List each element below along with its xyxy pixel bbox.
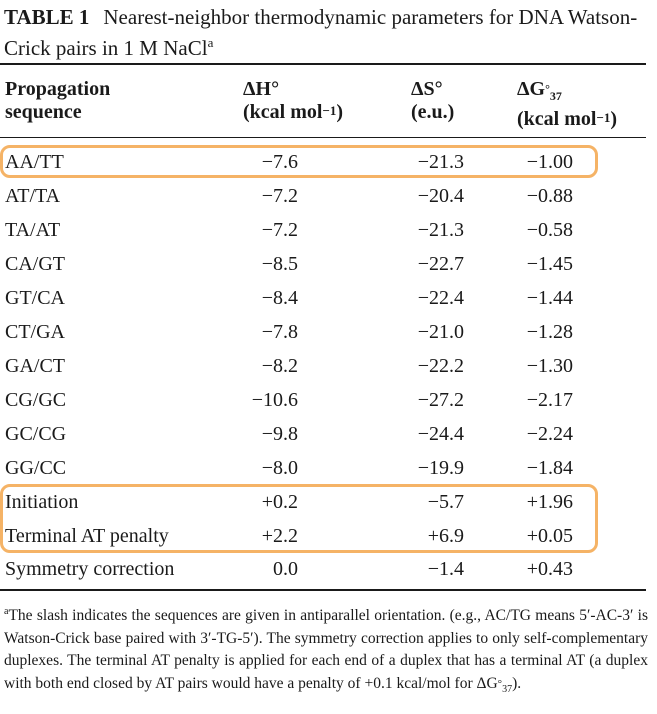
header-col1-line2: sequence — [5, 101, 82, 123]
cell-delta-g: −1.84 — [526, 457, 573, 479]
bottom-rule — [0, 589, 646, 591]
table-row — [0, 281, 646, 315]
cell-delta-s: −21.3 — [417, 219, 464, 241]
cell-delta-s: −5.7 — [427, 491, 464, 513]
cell-sequence: Terminal AT penalty — [5, 525, 169, 547]
table-row — [0, 315, 646, 349]
footnote-text: The slash indicates the sequences are given in antiparallel orientation. (e.g., AC/TG means 5′-AC-3′ is Watson-Crick base paired with 3′-TG-5′). The symmetry correction applies to only self-complementary duplexes. The terminal AT penalty is applied for each end of a duplex that has a terminal AT (a duplex with both end closed by AT pairs would have a penalty of +0.1 kcal/mol for ΔG — [4, 607, 648, 692]
cell-delta-h: −9.8 — [261, 423, 298, 445]
table-row — [0, 451, 646, 485]
cell-delta-s: −27.2 — [417, 389, 464, 411]
cell-delta-h: −7.2 — [261, 219, 298, 241]
cell-sequence: GG/CC — [5, 457, 67, 479]
table-footnote: $^a$The slash indicates the sequences are given in antiparallel orientation. (e.g., AC/TG means 5′-AC-3′ is Watson-Crick base paired with 3′-TG-5′). The symmetry correction applies to only self-complementary duplexes. The terminal AT penalty is applied for each end of a duplex that has a terminal AT (a duplex with both end closed by AT pairs would have a penalty of +0.1 kcal/mol for $\Delta G^\circ_{37}$). — [4, 606, 648, 695]
cell-delta-s: −21.3 — [417, 151, 464, 173]
cell-delta-s: −20.4 — [417, 185, 464, 207]
table-row — [0, 383, 646, 417]
caption-text: Nearest-neighbor thermodynamic parameters for DNA Watson-Crick pairs in 1 M NaCl — [4, 5, 638, 60]
cell-delta-g: −2.24 — [526, 423, 573, 445]
cell-delta-h: −8.4 — [261, 287, 298, 309]
footnote-sub: 37 — [502, 683, 513, 695]
header-col4-line2: (kcal mol$^{-1}$) — [517, 108, 618, 130]
cell-delta-s: −22.4 — [417, 287, 464, 309]
header-col3-line1: ΔS° — [411, 78, 443, 100]
cell-delta-g: −1.28 — [526, 321, 573, 343]
cell-sequence: GC/CG — [5, 423, 67, 445]
cell-delta-h: +2.2 — [261, 525, 298, 547]
header-delta-h — [243, 78, 343, 124]
cell-sequence: Symmetry correction — [5, 558, 175, 580]
cell-delta-h: −7.8 — [261, 321, 298, 343]
cell-delta-h: −8.0 — [261, 457, 298, 479]
cell-sequence: AA/TT — [5, 151, 64, 173]
header-col2-line1: ΔH° — [243, 78, 280, 100]
cell-delta-h: +0.2 — [261, 491, 298, 513]
cell-delta-h: −10.6 — [251, 389, 298, 411]
header-propagation-sequence — [5, 78, 110, 124]
cell-delta-g: −1.30 — [526, 355, 573, 377]
cell-sequence: AT/TA — [5, 185, 61, 207]
cell-sequence: GA/CT — [5, 355, 65, 377]
cell-delta-g: +0.43 — [526, 558, 573, 580]
cell-sequence: Initiation — [5, 491, 79, 513]
table-row — [0, 552, 646, 586]
cell-delta-s: −19.9 — [417, 457, 464, 479]
cell-delta-g: −0.58 — [526, 219, 573, 241]
cell-delta-g: −1.00 — [526, 151, 573, 173]
table-row — [0, 247, 646, 281]
cell-sequence: TA/AT — [5, 219, 61, 241]
top-rule — [0, 63, 646, 65]
table-caption — [4, 4, 644, 61]
cell-delta-s: −22.2 — [417, 355, 464, 377]
cell-delta-g: −2.17 — [526, 389, 573, 411]
cell-delta-h: −8.2 — [261, 355, 298, 377]
cell-sequence: CT/GA — [5, 321, 65, 343]
cell-delta-s: −22.7 — [417, 253, 464, 275]
cell-delta-s: −21.0 — [417, 321, 464, 343]
header-rule — [0, 137, 646, 138]
table-row — [0, 519, 646, 553]
header-col3-line2: (e.u.) — [411, 101, 455, 123]
cell-delta-g: −0.88 — [526, 185, 573, 207]
cell-delta-h: −7.6 — [261, 151, 298, 173]
header-col2-line2: (kcal mol$^{-1}$) — [243, 101, 344, 123]
cell-delta-g: +0.05 — [526, 525, 573, 547]
cell-delta-h: 0.0 — [273, 558, 298, 580]
table-row — [0, 417, 646, 451]
header-delta-s — [411, 78, 454, 124]
cell-sequence: GT/CA — [5, 287, 65, 309]
footnote-mark: a — [4, 606, 9, 617]
cell-sequence: CG/GC — [5, 389, 67, 411]
cell-delta-h: −8.5 — [261, 253, 298, 275]
cell-delta-s: −1.4 — [427, 558, 464, 580]
table-row — [0, 145, 646, 179]
table-label: TABLE 1 — [4, 5, 90, 29]
cell-delta-g: −1.44 — [526, 287, 573, 309]
cell-delta-s: −24.4 — [417, 423, 464, 445]
cell-delta-s: +6.9 — [427, 525, 464, 547]
cell-delta-g: +1.96 — [526, 491, 573, 513]
cell-sequence: CA/GT — [5, 253, 65, 275]
cell-delta-h: −7.2 — [261, 185, 298, 207]
table-row — [0, 213, 646, 247]
cell-delta-g: −1.45 — [526, 253, 573, 275]
table-row — [0, 179, 646, 213]
header-col1-line1: Propagation — [5, 78, 111, 100]
footnote-end: ). — [512, 674, 522, 692]
table-row — [0, 349, 646, 383]
header-delta-g — [517, 78, 617, 131]
table-row — [0, 485, 646, 519]
caption-footnote-mark: a — [207, 35, 214, 50]
header-col4-line1: $\Delta G^\circ_{37}$ — [517, 78, 562, 103]
